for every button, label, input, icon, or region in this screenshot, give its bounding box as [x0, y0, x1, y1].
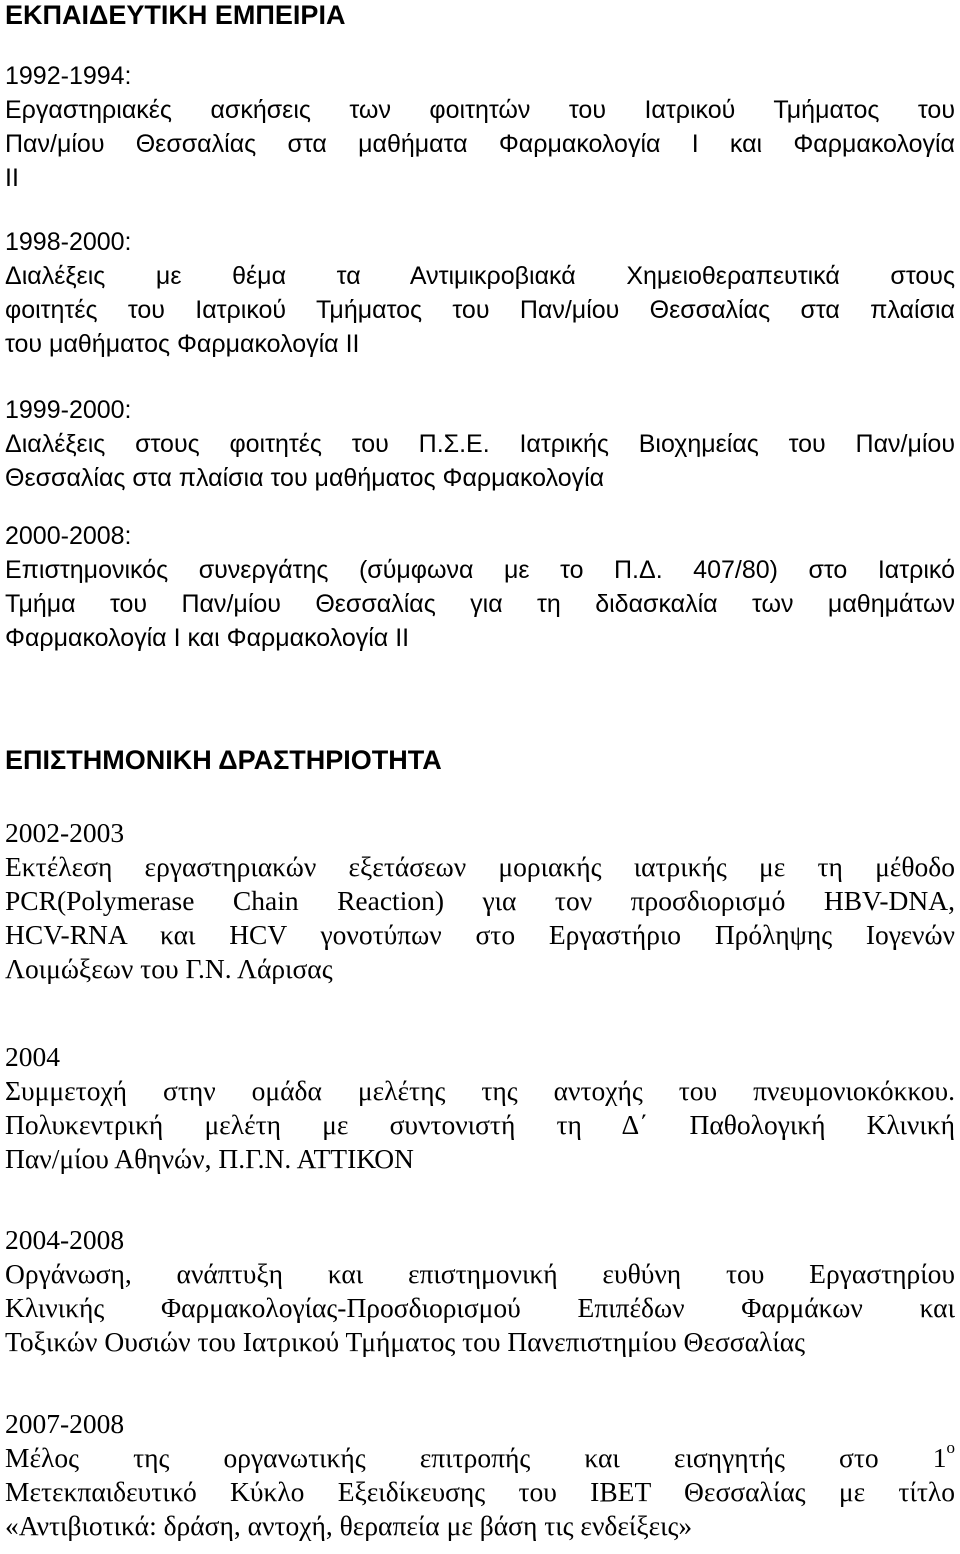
entry-year: 2007-2008: [5, 1408, 125, 1439]
entry-year: 2002-2003: [5, 817, 125, 848]
entry-line: Πολυκεντρική μελέτη με συντονιστή τη Δ΄ Παθολογική Κλινική: [5, 1109, 955, 1140]
section-title-scientific: ΕΠΙΣΤΗΜΟΝΙΚΗ ΔΡΑΣΤΗΡΙΟΤΗΤΑ: [5, 745, 442, 775]
entry-line: Λοιμώξεων του Γ.Ν. Λάρισας: [5, 953, 333, 984]
entry-year: 2000-2008:: [5, 522, 132, 550]
scientific-entry-4: [5, 1407, 955, 1543]
entry-line: Εργαστηριακές ασκήσεις των φοιτητών του Ιατρικού Τμήματος του: [5, 96, 955, 124]
entry-line: Θεσσαλίας στα πλαίσια του μαθήματος Φαρμακολογία: [5, 464, 605, 492]
entry-line: Παν/μίου Αθηνών, Π.Γ.Ν. ΑΤΤΙΚΟΝ: [5, 1143, 414, 1174]
teaching-entry-1: [5, 59, 955, 195]
entry-line: Διαλέξεις με θέμα τα Αντιμικροβιακά Χημειοθεραπευτικά στους: [5, 262, 955, 290]
entry-line: φοιτητές του Ιατρικού Τμήματος του Παν/μίου Θεσσαλίας στα πλαίσια: [5, 296, 955, 324]
entry-line: HCV-RNA και HCV γονοτύπων στο Εργαστήριο Πρόληψης Ιογενών: [5, 919, 955, 950]
entry-line: Παν/μίου Θεσσαλίας στα μαθήματα Φαρμακολογία Ι και Φαρμακολογία: [5, 130, 955, 158]
entry-year: 2004: [5, 1041, 60, 1072]
entry-line: Συμμετοχή στην ομάδα μελέτης της αντοχής του πνευμονιοκόκκου.: [5, 1075, 955, 1106]
scientific-entry-1: [5, 816, 955, 986]
teaching-entry-3: [5, 393, 955, 495]
entry-line: Τοξικών Ουσιών του Ιατρικού Τμήματος του Πανεπιστημίου Θεσσαλίας: [5, 1326, 806, 1357]
entry-year: 1999-2000:: [5, 396, 132, 424]
entry-line: Τμήμα του Παν/μίου Θεσσαλίας για τη διδασκαλία των μαθημάτων: [5, 590, 955, 618]
teaching-entry-2: [5, 225, 955, 361]
entry-line: [5, 1438, 955, 1475]
entry-line-text: Μέλος της οργανωτικής επιτροπής και εισηγητής στο 1: [5, 1442, 947, 1473]
entry-line: Φαρμακολογία Ι και Φαρμακολογία ΙΙ: [5, 624, 410, 652]
entry-year: 1998-2000:: [5, 228, 132, 256]
entry-line: Διαλέξεις στους φοιτητές του Π.Σ.Ε. Ιατρικής Βιοχημείας του Παν/μίου: [5, 430, 955, 458]
teaching-entry-4: [5, 519, 955, 655]
entry-year: 1992-1994:: [5, 62, 132, 90]
entry-line: Οργάνωση, ανάπτυξη και επιστημονική ευθύνη του Εργαστηρίου: [5, 1258, 955, 1289]
entry-line: «Αντιβιοτικά: δράση, αντοχή, θεραπεία με βάση τις ενδείξεις»: [5, 1510, 693, 1541]
entry-line: Επιστημονικός συνεργάτης (σύμφωνα με το Π.Δ. 407/80) στο Ιατρικό: [5, 556, 955, 584]
scientific-entry-2: [5, 1040, 955, 1176]
section-title-teaching: ΕΚΠΑΙΔΕΥΤΙΚΗ ΕΜΠΕΙΡΙΑ: [5, 0, 346, 30]
entry-year: 2004-2008: [5, 1224, 125, 1255]
ordinal-superscript: ο: [946, 1438, 955, 1457]
entry-line: ΙΙ: [5, 164, 19, 192]
entry-line: Μετεκπαιδευτικό Κύκλο Εξειδίκευσης του ΙΒΕΤ Θεσσαλίας με τίτλο: [5, 1476, 955, 1507]
entry-line: Εκτέλεση εργαστηριακών εξετάσεων μοριακής ιατρικής με τη μέθοδο: [5, 851, 955, 882]
entry-line: του μαθήματος Φαρμακολογία ΙΙ: [5, 330, 360, 358]
entry-line: PCR(Polymerase Chain Reaction) για τον προσδιορισμό HBV-DNA,: [5, 885, 955, 916]
entry-line: Κλινικής Φαρμακολογίας-Προσδιορισμού Επιπέδων Φαρμάκων και: [5, 1292, 955, 1323]
scientific-entry-3: [5, 1223, 955, 1359]
